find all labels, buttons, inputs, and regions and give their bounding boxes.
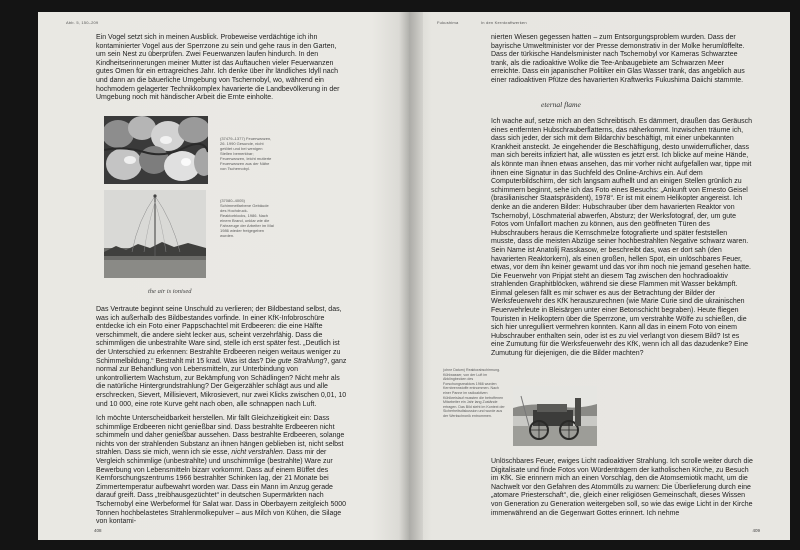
right-section-heading: eternal flame	[541, 100, 581, 109]
left-paragraph-3-tail: . Dass mir der Vergleich schimmlige (unbestrahlte) und unschimmlige (bestrahlte) Ware zur Bewerbung von Lebensmitteln bizarr vorkommt. Dass auf einem Büffet des Kernforschungszentrums 1966 bestrahlter Schinken lag, der 21 Monate bei Zimmertemperatur aufbewahrt worden war. Dass ein Mann im Anzug gerade darauf greift. Dass „treibhausgezüchtet“ in deutschen Supermärkten nach Tschernobyl eine Werbeformel für Salat war. Dass in Oberbayern zeitgleich 5000 Tonnen hochbelastetes Strahlenmolkepulver – aus Milch von Kühen, die Silage von kontami-	[96, 449, 347, 526]
mast-photo-graphic	[104, 190, 206, 278]
right-sidenote: (ohne Datum) Reaktorabschirmung. Kühlwasser, von der Luft im Abklingbecken des Forschungsreaktors 1966 wurden Kernbrennstoffe entnommen. Nach einer Panne im radioaktiven Kühlkreislauf mussten die betroffenen Mitarbeiter ein Jahr lang Zustände ertragen. Das Bild steht im Kontext der Sicherheitsdiskussion und wurde aus der Werkschronik entnommen.	[443, 368, 505, 418]
right-paragraph-1: nierten Wiesen gegessen hatten – zum Entsorgungsproblem wurden. Dass der bayrische Umweltminister vor der Presse demonstrativ in der Molke herumlöffelte. Dass der türkische Handelsminister nach Tschernobyl vor Kameras Schwarztee trank, als die radioaktive Wolke die Tee-Anbaugebiete am Schwarzen Meer erreichte. Dass ein japanischer Politiker ein Glas Wasser trank, das angeblich aus einer radioaktiven Pfütze des havarierten Kraftwerks Fukushima Daiichi stammte.	[491, 34, 745, 84]
left-paragraph-2-text: Das Vertraute beginnt seine Unschuld zu verlieren; der Bildbestand selbst, das, was ich außerhalb des Bildbestandes vorfinde. In einer KfK-Infobroschüre entdecke ich ein Foto einer Pappschachtel mit Erdbeeren: die eine Hälfte verschimmelt, die andere sieht lecker aus, scheint verzehrfähig. Dass die schimmligen die unbestrahlte Ware sind, stelle ich erst später fest. „Deutlich ist der Unterschied zu erkennen: Bestrahlte Erdbeeren neigen weitaus weniger zu Schimmelbildung.“ Bestrahlt mit 15 krad. Was ist das? Die	[96, 306, 342, 365]
fire-engine-photo-graphic	[513, 386, 597, 446]
left-paragraph-3	[96, 415, 348, 527]
left-paragraph-2	[96, 306, 348, 409]
right-page-number: 409	[752, 528, 760, 533]
mast-photo	[104, 190, 206, 278]
right-running-head: Fukushima	[437, 20, 459, 25]
right-page	[409, 12, 790, 540]
strawberry-photo-graphic	[104, 116, 208, 184]
book-spread	[38, 12, 790, 540]
left-image-caption: the air is ionised	[148, 288, 192, 295]
left-running-head: Abb. 5, 150–209	[66, 20, 99, 25]
left-paragraph-3-emphasis: nicht verstrahlen	[231, 449, 283, 457]
fire-engine-photo	[513, 386, 597, 446]
left-paragraph-2-emphasis: gute Strahlung	[277, 357, 324, 365]
strawberry-photo	[104, 116, 208, 184]
right-paragraph-2: Ich wache auf, setze mich an den Schreibtisch. Es dämmert, draußen das Geräusch eines entfernten Hubschrauberflatterns, das näherkommt. Inzwischen träume ich, dass sich jeder, der sich mit dem Bildarchiv beschäftigt, mit einer unbekannten Krankheit ansteckt. Je eingehender die Beschäftigung, desto unwiderruflicher, dass man sich bereits infiziert hat, alle wüssten es jetzt erst. Ich blicke auf meine Hände, als könnte man ihnen etwas ansehen, das mir vorher nicht aufgefallen war, tippe mit ihnen eine Signatur in das Suchfeld des Online-Archivs ein. Auf dem Computerbildschirm, der sich langsam aufhellt und an einigen Stellen grünlich zu schimmern beginnt, sehe ich das Foto eines Besuchs: „Ankunft von Ernesto Geisel (brasilianischer Staatspräsident), 1978“. Er ist mit einem Helikopter angereist. Ich denke an die anderen Bilder: Hubschrauber über dem havarierten Reaktor von Tschernobyl, Löschmaterial abwerfen, Absturz; der Werksfotograf, der, um gute Fotos vom Unfallort machen zu können, aus den geöffneten Türen des Hubschraubers heraus die Kernschmelze fotografierte und später feststellen musste, dass die meisten Abzüge seiner hochbestrahlten Negative schwarz waren. Sein Name ist Anatolij Rasskasow, er beschreibt das, was er dort sah (den havarierten Reaktorkern), als einen großen, hellen Spot, ein unlöschbares Feuer, etwas, vor dem ihn keiner gewarnt und das vor ihm noch nie jemand gesehen hatte. Die Feuerwehr von Pripjat steht an diesem Tag zwischen den hochradioaktiv strahlenden Graphitblöcken, während sie diese Flammen mit Wasser bekämpft. Einmal gelesen fällt es mir schwer es aus der Betrachtung der Bilder der Werksfeuerwehr des KfK herauszurechnen (wie Marie Curie sind die ukrainischen Feuerwehrleute in Bleisärgen unter einer Betonschicht begraben). Heute fliegen Touristen in Helikoptern über die Sperrzone, um verstrahlte Wölfe zu schießen, die sich hier unregulliert vermehren konnten. Kann all das in einem Foto von einem Hubschrauber enthalten sein, oder ist es zu viel verlangt von diesem Bild? Ist es eine Zumutung für die Werksfeuerwehr des KfK, wenn ich all das dazudenke? Eine Zumutung für diejenigen, die die Bilder machten?	[491, 118, 753, 358]
left-sidenote-1: (37479–1377) Feuerwanzen, 26. 1990 Gesunde, nicht getötet und bei wenigen Stellen bemerkbar; Feuerwanzen, leicht mutierte Feuerwanzen aus der Nähe von Tschernobyl.	[220, 136, 272, 171]
right-running-head-title: In den Kernkraftwerken	[481, 20, 527, 25]
right-paragraph-3: Unlöschbares Feuer, ewiges Licht radioaktiver Strahlung. Ich scrolle weiter durch die Digitalisate und finde Fotos von Würdenträgern der katholischen Kirche, zu Besuch im KfK. Sie erinnern mich an einen Vorschlag, den die Atomsemiotik macht, um die Nachwelt vor den Gefahren des Atommülls zu warnen: Die Überlieferung durch eine „atomare Priesterschaft“, die, gleich einer religiösen Gemeinschaft, dieses Wissen von Generation zu Generation weitergeben soll, so wie das ewige Licht in der Kirche immerwährend an die Gegenwart Gottes erinnert. Ich nehme	[491, 458, 753, 517]
left-paragraph-2-tail: ?, ganz normal zur Behandlung von Lebensmitteln, zur Unterbindung von unkontrolliertem Wachstum, zur Bekämpfung von Schädlingen? Nicht mehr als die natürliche Hintergrundstrahlung? Der Geigerzähler schlägt aus und alle erschrecken, Sievert, Millisievert, Mikrosievert, nur zwei Klicks zwischen 0,01, 10 und 10 000, eine rote Kurve geht nach oben, alle schnappen nach Luft.	[96, 357, 347, 408]
left-sidenote-2: (37080–4005) Schimmelfarbene Gebäude des Hochdruck- Reaktorblocks, 1986. Nach einem Brand, unklar wie die Fahrzeuge der Arbeiter im Mai 1986 wieder freigegeben wurden.	[220, 198, 274, 238]
left-paragraph-1: Ein Vogel setzt sich in meinen Ausblick. Probeweise verdächtige ich ihn kontaminierter Vogel aus der Sperrzone zu sein und gehe raus in den Garten, um sein Nest zu überprüfen. Zwei Feuerwanzen laufen hindurch. In den Kindheitserinnerungen meiner Mutter ist das Auftauchen vieler Feuerwanzen gutes Omen für ein ertragreiches Jahr. Ich denke über ihr ländliches Idyll nach und dann an die bäuerliche Umgebung von Tschernobyl, wo, während ein hochmodern gelagerter Technikkomplex havarierte die Landbevölkerung in der Umgebung noch mit händischer Arbeit die Ernte einholte.	[96, 34, 340, 102]
left-paragraph-3-text: Ich möchte Unterscheidbarkeit herstellen. Mir fällt Gleichzeitigkeit ein: Dass schimmlige Erdbeeren nicht genießbar sind. Dass bestrahlte Erdbeeren nicht schimmeln und daher genießbar aussehen. Dass bestrahlte Erdbeeren, solange nichts von der strahlenden Substanz an ihnen hängen geblieben ist, nicht selbst strahlen. Dass sie mich, wenn ich sie esse,	[96, 415, 345, 457]
left-page	[38, 12, 409, 540]
left-page-number: 408	[94, 528, 102, 533]
